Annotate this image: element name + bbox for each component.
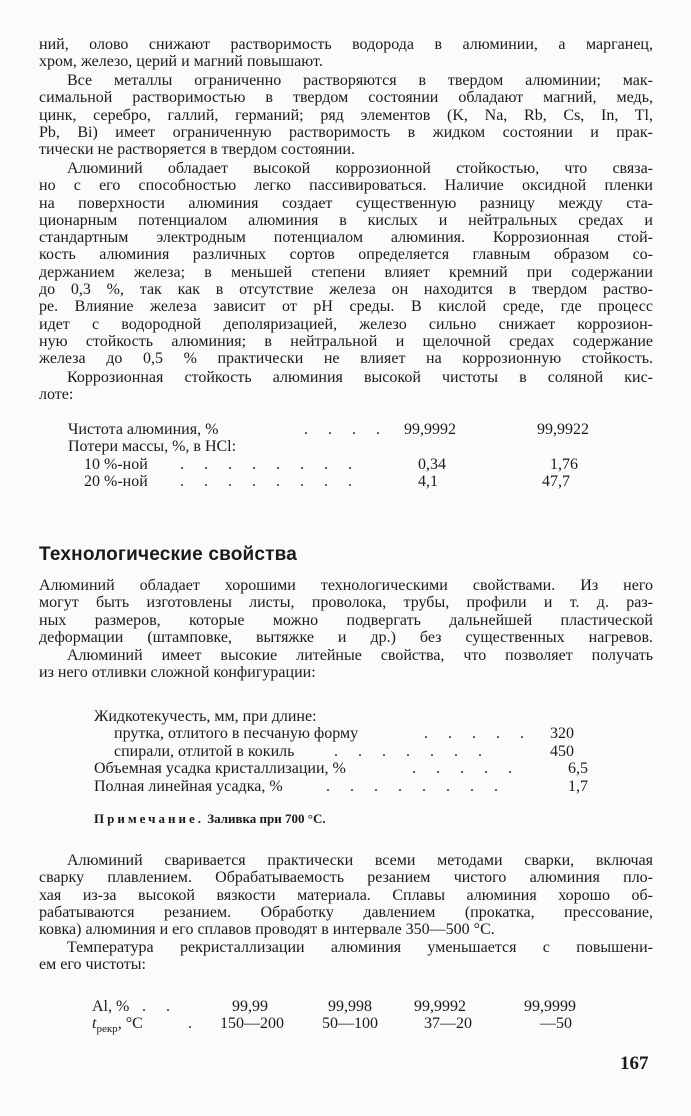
table-cell-value: 1,7 <box>568 777 588 795</box>
text-line: рабатываются резанием. Обработку давлением (прокатка, прессование, <box>39 903 653 921</box>
text-line: хром, железо, церий и магний повышают. <box>39 53 323 71</box>
table-cell-value: 99,99 <box>232 998 268 1015</box>
text-line: сварку плавлением. Обрабатываемость резанием чистого алюминия пло- <box>39 869 653 887</box>
text-line: ных размеров, которые можно подвергать дальнейшей пластической <box>39 611 653 629</box>
table-cell-value: 99,9992 <box>414 998 466 1015</box>
paragraph-2 <box>39 72 653 158</box>
casting-table <box>94 708 614 795</box>
text-line: Все металлы ограниченно растворяются в твердом алюминии; мак- <box>67 72 653 89</box>
text-line: но с его способностью легко пассивироваться. Наличие оксидной пленки <box>39 177 653 195</box>
text-line: ре. Влияние железа зависит от pH среды. В кислой среде, где процесс <box>39 298 653 316</box>
table-row <box>94 708 614 725</box>
table-cell-label: 20 %-ной <box>84 473 148 491</box>
table-cell-value: 150—200 <box>220 1015 284 1033</box>
table-row <box>92 1015 612 1036</box>
paragraph-3 <box>39 160 653 368</box>
text-line: ний, олово снижают растворимость водорода в алюминии, а марганец, <box>39 36 653 53</box>
table-cell-value: 1,76 <box>550 455 578 473</box>
table-row <box>68 473 628 490</box>
unit-text: , °C <box>117 1015 143 1033</box>
table-cell-label: Потери массы, %, в HCl: <box>68 438 237 456</box>
table-cell-label: 10 %-ной <box>84 455 148 473</box>
text-line: железа до 0,5 % практически не влияет на коррозионную стойкость. <box>39 350 653 368</box>
symbol-t: t <box>92 1015 97 1033</box>
table-cell-value: 450 <box>550 742 574 760</box>
table-cell-value: 99,9992 <box>404 421 456 438</box>
text-line: Алюминий обладает хорошими технологическими свойствами. Из него <box>39 577 653 594</box>
text-line: держанием железа; в меньшей степени влияет кремний при содержании <box>39 263 653 281</box>
table-note <box>94 811 326 827</box>
table-cell-value: 320 <box>550 725 574 743</box>
text-line: Алюминий обладает высокой коррозионной стойкостью, что связа- <box>67 160 653 177</box>
table-row <box>68 438 628 455</box>
table-cell-label: Al, % <box>92 998 130 1015</box>
section-heading: Технологические свойства <box>39 544 298 565</box>
text-line: Коррозионная стойкость алюминия высокой чистоты в соляной кис- <box>67 369 653 386</box>
table-row <box>92 998 612 1015</box>
paragraph-4 <box>39 369 653 404</box>
table-cell-value: 0,34 <box>418 455 446 473</box>
text-line: на поверхности алюминия создает существенную разницу между ста- <box>39 194 653 212</box>
text-line: могут быть изготовлены листы, проволока, трубы, профили и т. д. раз- <box>39 594 653 612</box>
table-cell-value: 50—100 <box>322 1015 378 1033</box>
text-line: идет с водородной деполяризацией, железо сильно снижает коррозион- <box>39 315 653 333</box>
table-row <box>94 725 614 742</box>
table-cell-label: спирали, отлитой в кокиль <box>114 742 295 760</box>
text-line: лоте: <box>39 386 74 404</box>
text-line: кость алюминия различных сортов определяется главным образом со- <box>39 246 653 264</box>
table-cell-value: 6,5 <box>568 760 588 778</box>
table-cell-value: 4,1 <box>418 473 438 491</box>
table-row <box>68 456 628 473</box>
text-line: цинк, серебро, галлий, германий; ряд элементов (K, Na, Rb, Cs, In, Tl, <box>39 106 653 124</box>
text-line: Алюминий имеет высокие литейные свойства, что позволяет получать <box>67 647 653 664</box>
text-line: Pb, Bi) имеет ограниченную растворимость в жидком состоянии и прак- <box>39 123 653 141</box>
table-cell-value: 99,9999 <box>524 998 576 1015</box>
table-row <box>94 778 614 795</box>
leader-dots: . . . . . . . . <box>326 777 506 795</box>
text-line: ем его чистоты: <box>39 956 146 974</box>
text-line: из него отливки сложной конфигурации: <box>39 664 316 682</box>
corrosion-table <box>68 421 628 491</box>
paragraph-6 <box>39 647 653 682</box>
text-line: деформации (штамповке, вытяжке и др.) без существенных нагревов. <box>39 628 653 646</box>
leader-dots: . . . . . . . . <box>180 455 360 473</box>
table-cell-value: 47,7 <box>542 473 570 491</box>
paragraph-8 <box>39 939 653 974</box>
table-cell-value: 37—20 <box>424 1015 472 1033</box>
table-cell-label <box>92 1015 143 1039</box>
text-line: Алюминий сваривается практически всеми методами сварки, включая <box>67 852 653 869</box>
note-text: Заливка при 700 °C. <box>207 811 326 826</box>
text-line: Температура рекристаллизации алюминия уменьшается с повышени- <box>67 939 653 956</box>
leader-dots: . . . . . . . . <box>180 473 360 491</box>
paragraph-5 <box>39 577 653 646</box>
table-row <box>94 743 614 760</box>
text-line: до 0,3 %, так как в отсутствие железа он находится в твердом раство- <box>39 281 653 299</box>
recrystallization-table <box>92 998 612 1036</box>
paragraph-1 <box>39 36 653 71</box>
table-cell-label: Полная линейная усадка, % <box>94 777 283 795</box>
text-line: ционарным потенциалом алюминия в кислых и нейтральных средах и <box>39 211 653 229</box>
note-prefix: Примечание. <box>94 811 204 826</box>
text-line: тически не растворяется в твердом состоянии. <box>39 141 355 159</box>
table-row <box>68 421 628 438</box>
table-cell-label: прутка, отлитого в песчаную форму <box>114 725 359 743</box>
symbol-subscript: рекр <box>96 1023 118 1036</box>
paragraph-7 <box>39 852 653 938</box>
leader-dots: . . <box>142 998 178 1015</box>
table-cell-label: Жидкотекучесть, мм, при длине: <box>94 708 317 725</box>
table-cell-value: 99,9922 <box>537 421 589 438</box>
leader-dots: . . . . <box>304 421 388 438</box>
text-line: ную стойкость алюминия; в нейтральной и щелочной средах содержание <box>39 332 653 350</box>
table-cell-value: 99,998 <box>328 998 372 1015</box>
table-cell-label: Чистота алюминия, % <box>68 421 219 438</box>
text-line: ковка) алюминия и его сплавов проводят в интервале 350—500 °C. <box>39 921 495 939</box>
text-line: симальной растворимостью в твердом состоянии обладают магний, медь, <box>39 89 653 107</box>
text-line: стандартным электродным потенциалом алюминия. Коррозионная стой- <box>39 229 653 247</box>
table-row <box>94 760 614 777</box>
table-cell-value: —50 <box>540 1015 572 1033</box>
table-cell-label: Объемная усадка кристаллизации, % <box>94 760 346 778</box>
leader-dots: . <box>188 1015 200 1033</box>
leader-dots: . . . . . <box>412 760 520 778</box>
leader-dots: . . . . . . . <box>334 742 490 760</box>
text-line: хая из-за высокой вязкости материала. Сплавы алюминия хорошо об- <box>39 886 653 904</box>
leader-dots: . . . . . <box>424 725 532 743</box>
page-number: 167 <box>620 1053 649 1074</box>
